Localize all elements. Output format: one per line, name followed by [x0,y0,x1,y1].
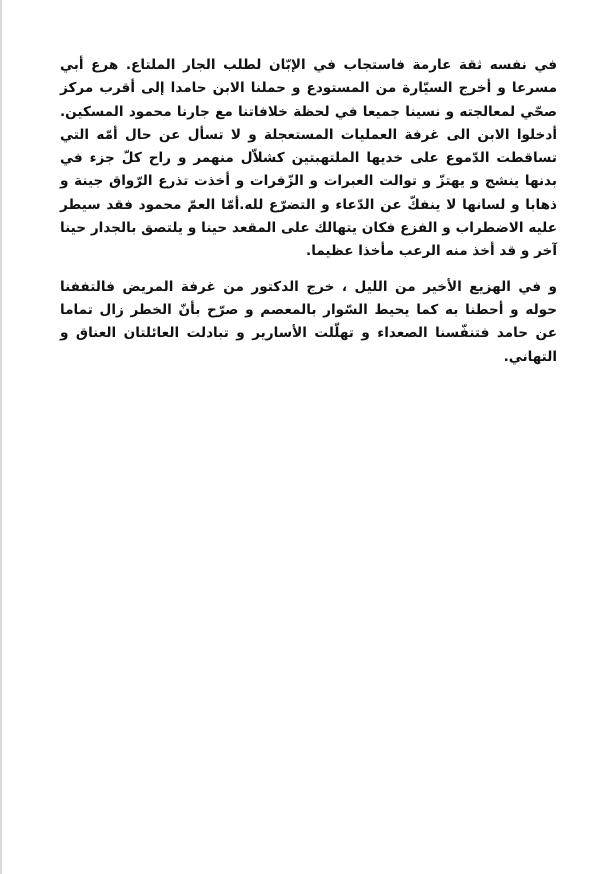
paragraph-1: في نفسه ثقة عارمة فاستجاب في الإبّان لطلب الجار الملتاع. هرع أبي مسرعا و أخرج السيّارة من المستودع و حملنا الابن حامدا إلى أقرب مركز صحّي لمعالجته و نسينا جميعا في لحظة خلافاتنا مع جارنا محمود المسكين. أدخلوا الابن الى غرفة العمليات المستعجلة و لا تسأل عن حال أمّه التي تساقطت الدّموع على خديها الملتهبتين كشلاّل منهمر و راح كلّ جزء في بدنها ينشج و يهتزّ و توالت العبرات و الزّفرات و أخذت تذرع الرّواق جينة و ذهابا و لسانها لا ينفكّ عن الدّعاء و التضرّع لله.أمّا العمّ محمود فقد سيطر عليه الاضطراب و الفزع فكان يتهالك على المقعد حينا و يلتصق بالجدار حينا آخر و قد أخذ منه الرعب مأخذا عظيما. [60,57,557,260]
document-body [60,54,557,369]
paragraph-2: و في الهزيع الأخير من الليل ، خرج الدكتور من غرفة المريض فالتففنا حوله و أحطنا به كما يحيط السّوار بالمعصم و صرّح بأنّ الخطر زال تماما عن حامد فتنفّسنا الصعداء و تهلّلت الأسارير و تبادلت العائلتان العناق و التهاني. [60,278,557,365]
